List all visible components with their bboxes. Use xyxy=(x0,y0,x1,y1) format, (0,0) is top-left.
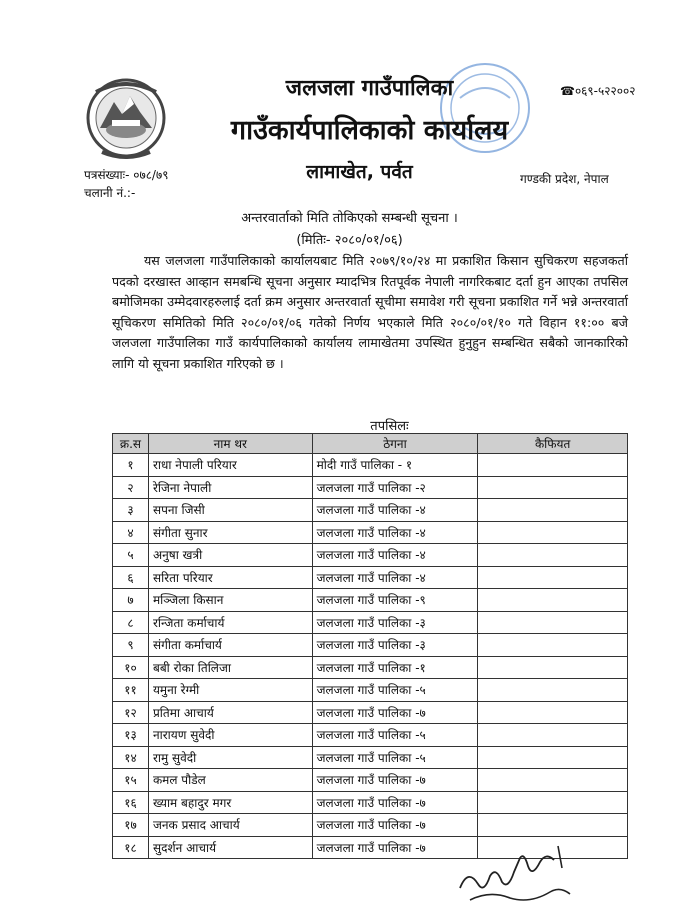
table-row xyxy=(113,499,628,522)
cell-serial: २ xyxy=(113,476,149,499)
cell-serial: ३ xyxy=(113,499,149,522)
cell-name: अनुषा खत्री xyxy=(148,544,312,567)
header-remarks: कैफियत xyxy=(478,434,628,454)
table-row xyxy=(113,746,628,769)
cell-remarks xyxy=(478,521,628,544)
cell-address: जलजला गाउँ पालिका -९ xyxy=(312,589,478,612)
header-name: नाम थर xyxy=(148,434,312,454)
cell-serial: १२ xyxy=(113,701,149,724)
cell-name: रामु सुवेदी xyxy=(148,746,312,769)
table-header-row xyxy=(113,434,628,454)
cell-name: संगीता सुनार xyxy=(148,521,312,544)
table-row xyxy=(113,611,628,634)
cell-name: राधा नेपाली परियार xyxy=(148,454,312,477)
reference-number: पत्रसंख्याः- ०७८/७९ xyxy=(84,168,169,182)
notice-subject: अन्तरवार्ताको मिति तोकिएको सम्बन्धी सूचना । xyxy=(241,211,458,226)
cell-name: संगीता कर्माचार्य xyxy=(148,634,312,657)
cell-name: सुदर्शन आचार्य xyxy=(148,836,312,859)
cell-remarks xyxy=(478,544,628,567)
table-row xyxy=(113,544,628,567)
table-row xyxy=(113,656,628,679)
cell-address: जलजला गाउँ पालिका -७ xyxy=(312,814,478,837)
cell-address: जलजला गाउँ पालिका -५ xyxy=(312,746,478,769)
cell-remarks xyxy=(478,634,628,657)
cell-remarks xyxy=(478,476,628,499)
table-row xyxy=(113,454,628,477)
cell-remarks xyxy=(478,589,628,612)
cell-name: सपना जिसी xyxy=(148,499,312,522)
cell-name: जनक प्रसाद आचार्य xyxy=(148,814,312,837)
signature-icon xyxy=(450,838,590,908)
table-row xyxy=(113,814,628,837)
cell-address: जलजला गाउँ पालिका -५ xyxy=(312,724,478,747)
cell-remarks xyxy=(478,611,628,634)
cell-remarks xyxy=(478,679,628,702)
cell-name: कमल पौडेल xyxy=(148,769,312,792)
cell-remarks xyxy=(478,746,628,769)
dispatch-number: चलानी नं.:- xyxy=(84,186,136,200)
municipality-name: जलजला गाउँपालिका xyxy=(285,76,454,101)
cell-remarks xyxy=(478,454,628,477)
cell-serial: ४ xyxy=(113,521,149,544)
cell-address: जलजला गाउँ पालिका -७ xyxy=(312,836,478,859)
cell-address: जलजला गाउँ पालिका -३ xyxy=(312,611,478,634)
table-row xyxy=(113,476,628,499)
cell-address: जलजला गाउँ पालिका -५ xyxy=(312,679,478,702)
cell-serial: १८ xyxy=(113,836,149,859)
cell-name: यमुना रेग्मी xyxy=(148,679,312,702)
cell-name: मञ्जिला किसान xyxy=(148,589,312,612)
cell-serial: १५ xyxy=(113,769,149,792)
cell-address: मोदी गाउँ पालिका - १ xyxy=(312,454,478,477)
header-address: ठेगना xyxy=(312,434,478,454)
cell-remarks xyxy=(478,724,628,747)
cell-address: जलजला गाउँ पालिका -१ xyxy=(312,656,478,679)
cell-serial: १ xyxy=(113,454,149,477)
table-row xyxy=(113,566,628,589)
cell-address: जलजला गाउँ पालिका -४ xyxy=(312,566,478,589)
cell-name: सरिता परियार xyxy=(148,566,312,589)
office-name: गाउँकार्यपालिकाको कार्यालय xyxy=(230,115,509,146)
cell-name: बबी रोका तिलिजा xyxy=(148,656,312,679)
cell-name: ख्याम बहादुर मगर xyxy=(148,791,312,814)
phone-number: ☎०६९-५२२००२ xyxy=(560,84,636,98)
cell-name: रेजिना नेपाली xyxy=(148,476,312,499)
cell-serial: ६ xyxy=(113,566,149,589)
cell-address: जलजला गाउँ पालिका -२ xyxy=(312,476,478,499)
cell-serial: ११ xyxy=(113,679,149,702)
table-row xyxy=(113,679,628,702)
cell-name: रन्जिता कर्माचार्य xyxy=(148,611,312,634)
cell-address: जलजला गाउँ पालिका -४ xyxy=(312,499,478,522)
cell-serial: १३ xyxy=(113,724,149,747)
table-row xyxy=(113,589,628,612)
cell-address: जलजला गाउँ पालिका -७ xyxy=(312,701,478,724)
cell-serial: १० xyxy=(113,656,149,679)
cell-address: जलजला गाउँ पालिका -४ xyxy=(312,521,478,544)
table-row xyxy=(113,791,628,814)
cell-serial: ५ xyxy=(113,544,149,567)
cell-address: जलजला गाउँ पालिका -४ xyxy=(312,544,478,567)
notice-date: (मितिः- २०८०/०१/०६) xyxy=(296,233,403,248)
cell-remarks xyxy=(478,701,628,724)
cell-remarks xyxy=(478,499,628,522)
cell-name: प्रतिमा आचार्य xyxy=(148,701,312,724)
office-location: लामाखेत, पर्वत xyxy=(306,161,413,183)
cell-remarks xyxy=(478,566,628,589)
cell-serial: ९ xyxy=(113,634,149,657)
cell-name: नारायण सुवेदी xyxy=(148,724,312,747)
cell-address: जलजला गाउँ पालिका -३ xyxy=(312,634,478,657)
table-row xyxy=(113,521,628,544)
cell-serial: ७ xyxy=(113,589,149,612)
table-row xyxy=(113,634,628,657)
cell-remarks xyxy=(478,656,628,679)
cell-remarks xyxy=(478,791,628,814)
table-row xyxy=(113,724,628,747)
header-serial: क्र.स xyxy=(113,434,149,454)
details-heading: तपसिलः xyxy=(370,419,409,434)
cell-address: जलजला गाउँ पालिका -७ xyxy=(312,769,478,792)
cell-address: जलजला गाउँ पालिका -७ xyxy=(312,791,478,814)
table-row xyxy=(113,701,628,724)
cell-serial: १७ xyxy=(113,814,149,837)
cell-remarks xyxy=(478,769,628,792)
cell-serial: ८ xyxy=(113,611,149,634)
table-row xyxy=(113,769,628,792)
cell-serial: १६ xyxy=(113,791,149,814)
notice-body: यस जलजला गाउँपालिकाको कार्यालयबाट मिति २०७९/१०/२४ मा प्रकाशित किसान सुचिकरण सहजकर्ता पदको दरखास्त आव्हान समबन्धि सूचना अनुसार म्यादभित्र रितपूर्वक नेपाली नागरिकबाट दर्ता हुन आएका तपसिल बमोजिमका उम्मेदवारहरुलाई दर्ता क्रम अनुसार अन्तरवार्ता सूचीमा समावेश गरी सूचना प्रकाशित गर्ने भन्ने अन्तरवार्ता सूचिकरण समितिको मिति २०८०/०१/०६ गतेको निर्णय भएकाले मिति २०८०/०१/१० गते विहान ११:०० बजे जलजला गाउँपालिका गाउँ कार्यपालिकाको कार्यालय लामाखेतमा उपस्थित हुनुहुन सम्बन्धित सबैको जानकारिको लागि यो सूचना प्रकाशित गरिएको छ । xyxy=(112,253,628,371)
province-name: गण्डकी प्रदेश, नेपाल xyxy=(520,172,609,186)
cell-serial: १४ xyxy=(113,746,149,769)
cell-remarks xyxy=(478,814,628,837)
candidate-table xyxy=(112,433,628,859)
